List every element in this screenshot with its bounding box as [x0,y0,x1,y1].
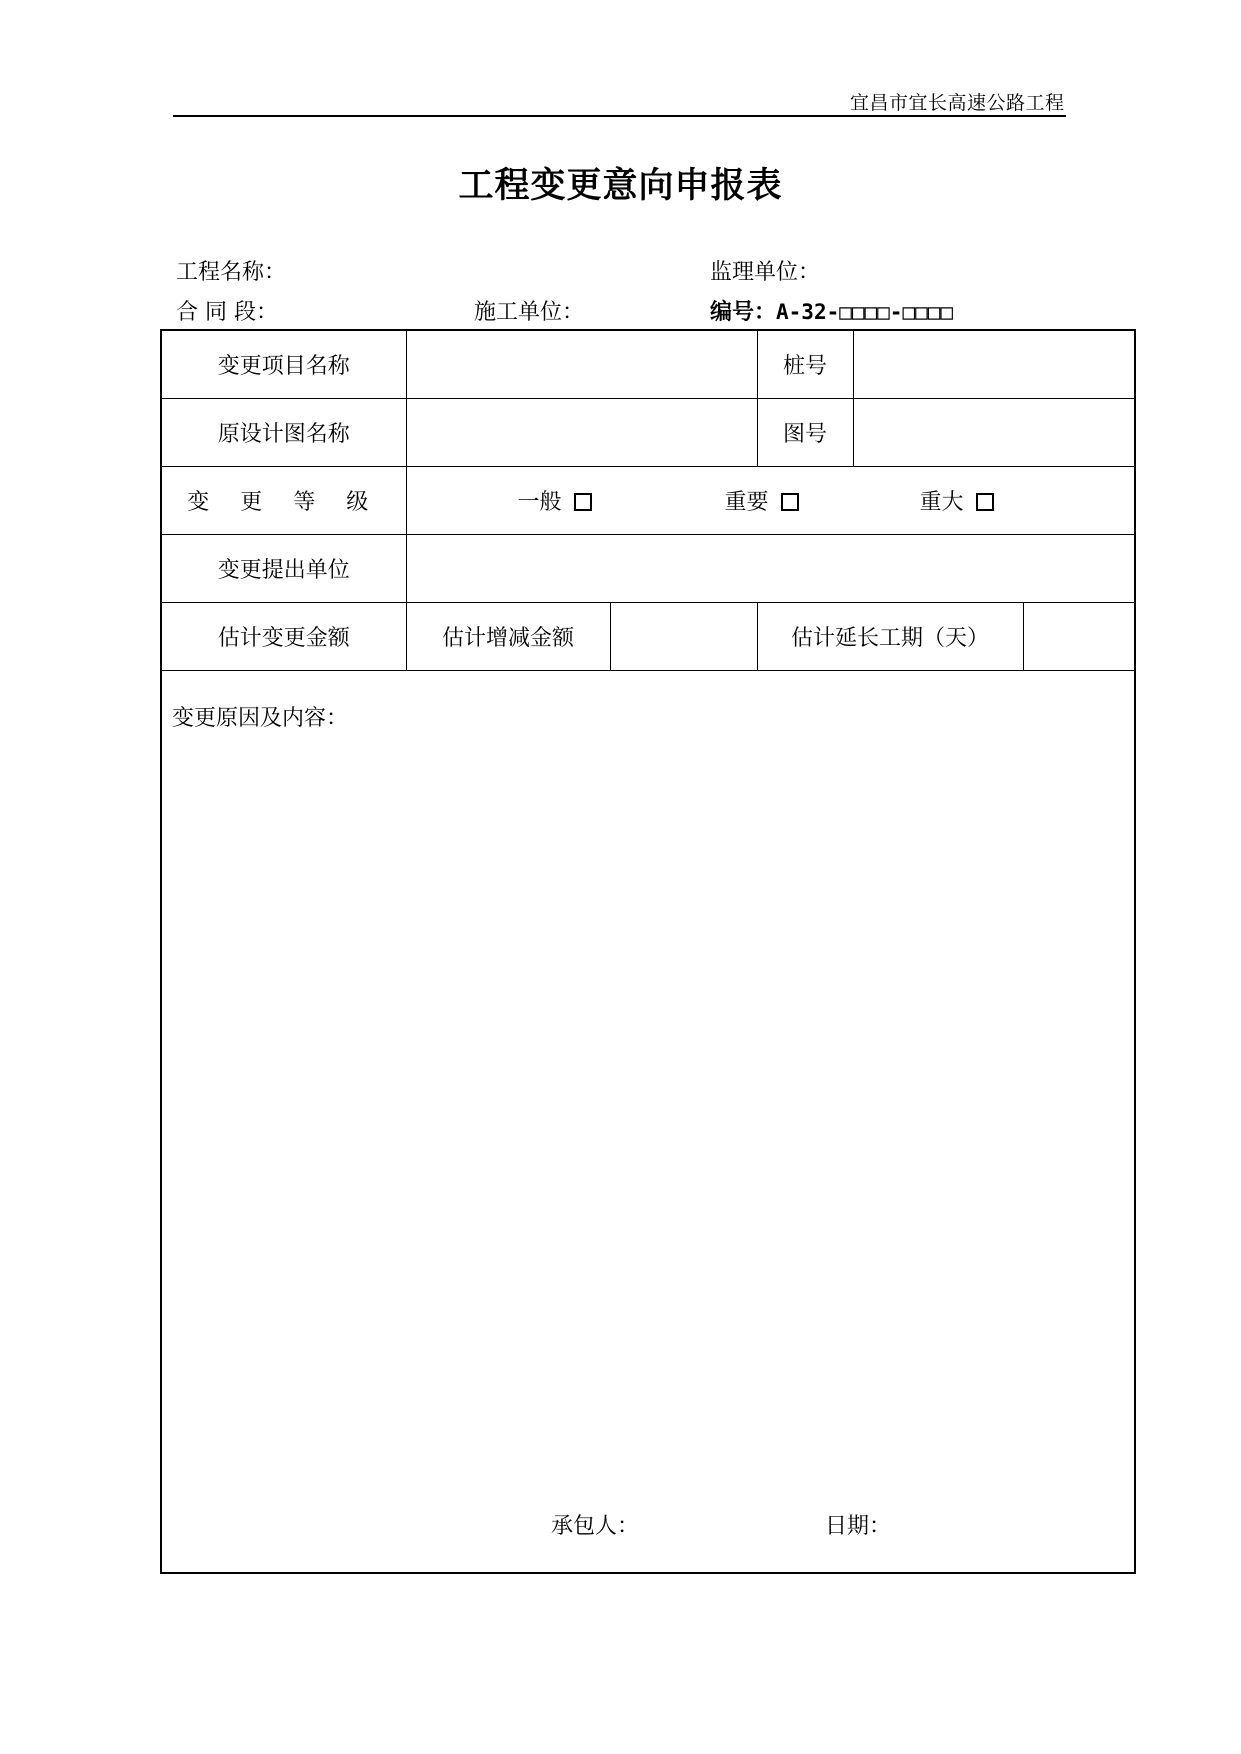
form-row-change-item [161,330,1135,398]
drawing-number-field[interactable] [853,398,1135,466]
stake-number-field[interactable] [853,330,1135,398]
supervisor-unit-label: 监理单位： [710,260,821,285]
change-reason-content-area[interactable] [161,670,1135,1573]
form-row-change-level [161,466,1135,534]
header-organization: 宜昌市宜长高速公路工程 [850,92,1065,114]
level-major-checkbox[interactable] [976,493,994,511]
original-drawing-name-field[interactable] [406,398,757,466]
project-name-label: 工程名称： [176,260,287,285]
proposer-unit-label: 变更提出单位 [161,534,406,602]
stake-number-label: 桩号 [757,330,853,398]
contract-section-label: 合 同 段： [176,300,278,325]
construction-unit-label: 施工单位： [474,300,585,325]
drawing-number-label: 图号 [757,398,853,466]
estimated-extension-field[interactable] [1023,602,1135,670]
level-general-checkbox[interactable] [574,493,592,511]
form-row-reason [161,670,1135,1573]
form-row-proposer [161,534,1135,602]
change-level-label: 变 更 等 级 [161,466,406,534]
form-row-original-drawing [161,398,1135,466]
estimated-delta-amount-field[interactable] [610,602,757,670]
level-important-option[interactable]: 重要 [725,485,799,516]
level-important-checkbox[interactable] [781,493,799,511]
original-drawing-name-label: 原设计图名称 [161,398,406,466]
estimated-extension-label: 估计延长工期（天） [757,602,1023,670]
contractor-label: 承包人： [551,1514,640,1539]
change-reason-label: 变更原因及内容： [172,705,349,731]
level-major-option[interactable]: 重大 [920,485,994,516]
form-number-label: 编号： [710,299,777,325]
form-row-estimates [161,602,1135,670]
change-item-name-field[interactable] [406,330,757,398]
form-number-code: A-32-□□□□-□□□□ [776,300,954,324]
date-label: 日期： [825,1514,892,1539]
estimated-change-amount-label: 估计变更金额 [161,602,406,670]
estimated-delta-amount-label: 估计增减金额 [406,602,610,670]
document-title: 工程变更意向申报表 [458,165,783,206]
level-general-option[interactable]: 一般 [518,485,592,516]
change-item-name-label: 变更项目名称 [161,330,406,398]
form-number [710,295,953,326]
header-divider [173,115,1066,117]
change-level-options [406,466,1135,534]
proposer-unit-field[interactable] [406,534,1135,602]
change-intent-form [160,329,1136,1574]
